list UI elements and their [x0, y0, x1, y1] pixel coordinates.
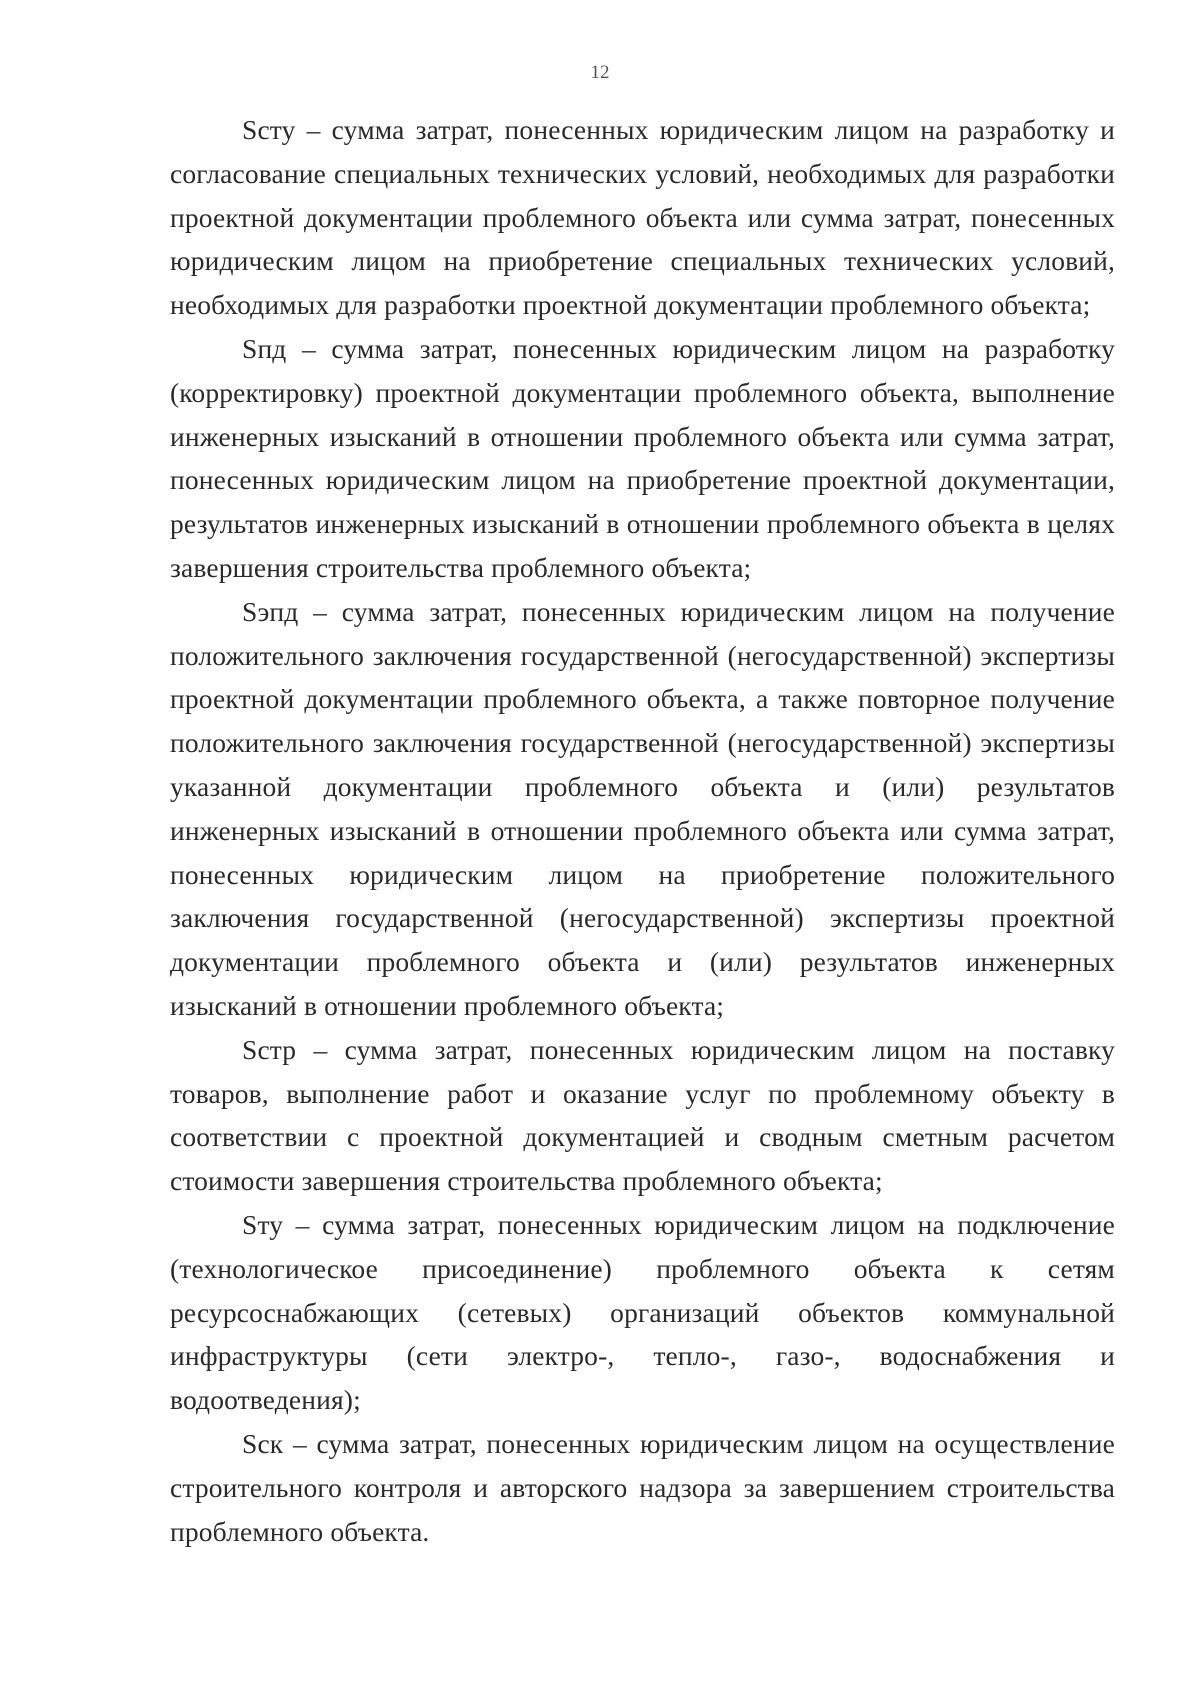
- paragraph-scty: Sсту – сумма затрат, понесенных юридическим лицом на разработку и согласование специальных технических условий, необходимых для разработки проектной документации проблемного объекта или сумма затрат, понесенных юридическим лицом на приобретение специальных технических условий, необходимых для разработки проектной документации проблемного объекта;: [170, 114, 1115, 321]
- paragraph-sstr: Sстр – сумма затрат, понесенных юридическим лицом на поставку товаров, выполнение работ и оказание услуг по проблемному объекту в соответствии с проектной документацией и сводным сметным расчетом стоимости завершения строительства проблемного объекта;: [170, 1033, 1115, 1197]
- paragraph-spd: Sпд – сумма затрат, понесенных юридическим лицом на разработку (корректировку) проектной документации проблемного объекта, выполнение инженерных изысканий в отношении проблемного объекта или сумма затрат, понесенных юридическим лицом на приобретение проектной документации, результатов инженерных изысканий в отношении проблемного объекта в целях завершения строительства проблемного объекта;: [170, 332, 1115, 583]
- paragraph-ssk: Sск – сумма затрат, понесенных юридическим лицом на осуществление строительного контроля и авторского надзора за завершением строительства проблемного объекта.: [170, 1427, 1115, 1547]
- page-number: 12: [590, 62, 610, 83]
- paragraph-sty: Sту – сумма затрат, понесенных юридическим лицом на подключение (технологическое присоединение) проблемного объекта к сетям ресурсоснабжающих (сетевых) организаций объектов коммунальной инфраструктуры (сети электро-, тепло-, газо-, водоснабжения и водоотведения);: [170, 1208, 1115, 1416]
- paragraph-sepd: Sэпд – сумма затрат, понесенных юридическим лицом на получение положительного заключения государственной (негосударственной) экспертизы проектной документации проблемного объекта, а также повторное получение положительного заключения государственной (негосударственной) экспертизы указанной документации проблемного объекта и (или) результатов инженерных изысканий в отношении проблемного объекта или сумма затрат, понесенных юридическим лицом на приобретение положительного заключения государственной (негосударственной) экспертизы проектной документации проблемного объекта и (или) результатов инженерных изысканий в отношении проблемного объекта;: [170, 595, 1115, 1021]
- document-body: [170, 108, 1115, 1553]
